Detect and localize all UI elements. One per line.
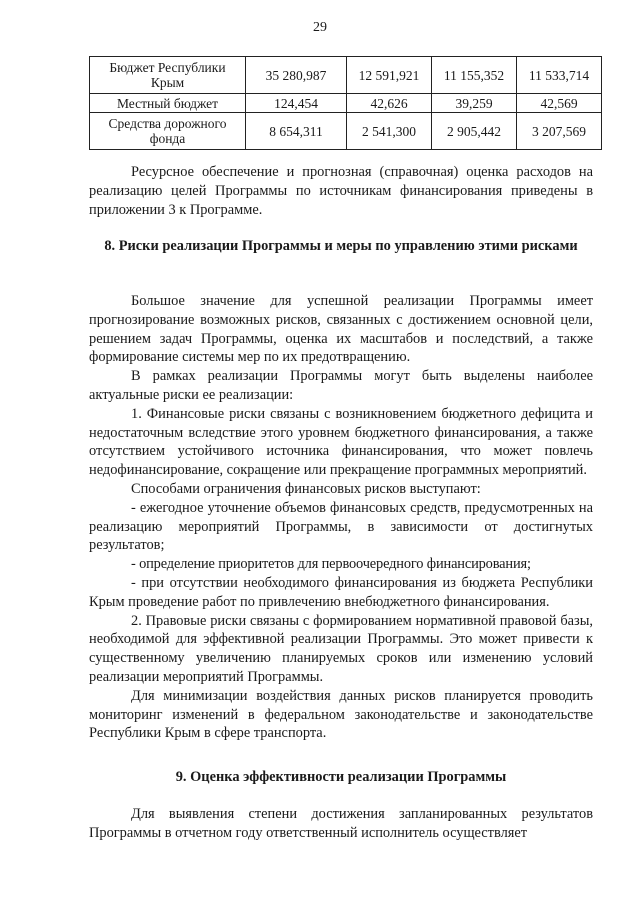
funding-value: 39,259 bbox=[432, 94, 517, 113]
body-paragraph: Для выявления степени достижения запланированных результатов Программы в отчетном году ответственный исполнитель осуществляет bbox=[89, 806, 593, 841]
funding-value: 11 533,714 bbox=[517, 57, 602, 94]
funding-value: 2 541,300 bbox=[347, 113, 432, 150]
body-paragraph: Для минимизации воздействия данных рисков планируется проводить мониторинг изменений в федеральном законодательстве и законодательстве Республики Крым в сфере транспорта. bbox=[89, 687, 593, 742]
funding-value: 3 207,569 bbox=[517, 113, 602, 150]
page-number: 29 bbox=[313, 20, 327, 35]
table-row bbox=[90, 94, 602, 113]
funding-value: 2 905,442 bbox=[432, 113, 517, 150]
section-9-body bbox=[89, 805, 593, 843]
funding-source: Бюджет Республики Крым bbox=[90, 57, 246, 94]
body-paragraph: - определение приоритетов для первоочередного финансирования; bbox=[131, 556, 531, 573]
intro-paragraph: Ресурсное обеспечение и прогнозная (справочная) оценка расходов на реализацию целей Программы по источникам финансирования приведены в приложении 3 к Программе. bbox=[89, 164, 593, 218]
body-paragraph: - ежегодное уточнение объемов финансовых средств, предусмотренных на реализацию мероприятий Программы, в зависимости от достигнутых результатов; bbox=[89, 499, 593, 554]
funding-value: 42,569 bbox=[517, 94, 602, 113]
body-paragraph: - при отсутствии необходимого финансирования из бюджета Республики Крым проведение работ по привлечению внебюджетного финансирования. bbox=[89, 574, 593, 610]
section-8-body bbox=[89, 292, 593, 743]
body-paragraph: Большое значение для успешной реализации Программы имеет прогнозирование возможных рисков, связанных с достижением основной цели, решением задач Программы, оценка их масштабов и последствий, а также формирование системы мер по их предотвращению. bbox=[89, 293, 593, 366]
funding-value: 35 280,987 bbox=[246, 57, 347, 94]
funding-value: 8 654,311 bbox=[246, 113, 347, 150]
body-paragraph: Способами ограничения финансовых рисков выступают: bbox=[131, 480, 481, 497]
body-paragraph: 1. Финансовые риски связаны с возникновением бюджетного дефицита и недостаточным вследствие этого уровнем бюджетного финансирования, а также отсутствием устойчивого источника финансирования, что может повлечь недофинансирование, сокращение или прекращение программных мероприятий. bbox=[89, 405, 593, 479]
funding-source: Средства дорожного фонда bbox=[90, 113, 246, 150]
funding-value: 11 155,352 bbox=[432, 57, 517, 94]
funding-value: 12 591,921 bbox=[347, 57, 432, 94]
table-row bbox=[90, 57, 602, 94]
funding-value: 42,626 bbox=[347, 94, 432, 113]
section-9-title: 9. Оценка эффективности реализации Программы bbox=[175, 769, 507, 785]
section-8-title: 8. Риски реализации Программы и меры по управлению этими рисками bbox=[104, 238, 578, 254]
funding-table bbox=[89, 56, 602, 150]
funding-source: Местный бюджет bbox=[90, 94, 246, 113]
body-paragraph: 2. Правовые риски связаны с формированием нормативной правовой базы, необходимой для эффективной реализации Программы. Это может привести к существенному увеличению планируемых сроков или изменению условий реализации мероприятий Программы. bbox=[89, 612, 593, 685]
body-paragraph: В рамках реализации Программы могут быть выделены наиболее актуальные риски ее реализации: bbox=[89, 368, 593, 403]
intro-block bbox=[89, 163, 593, 219]
funding-value: 124,454 bbox=[246, 94, 347, 113]
table-row bbox=[90, 113, 602, 150]
